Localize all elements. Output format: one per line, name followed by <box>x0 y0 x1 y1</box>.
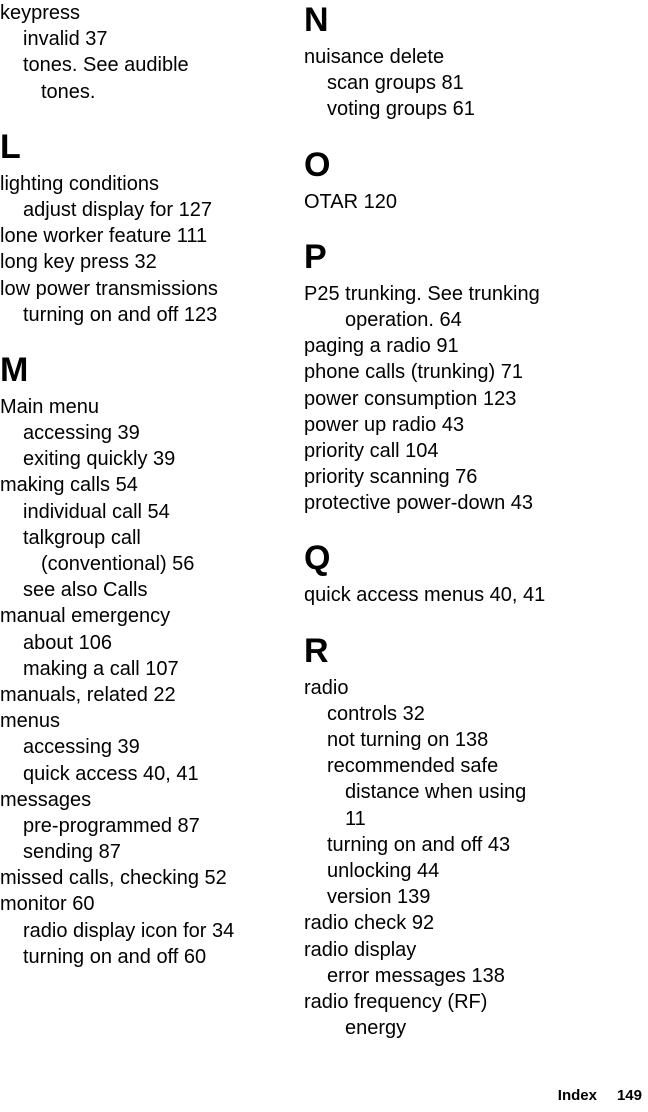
index-subentry: pre-programmed 87 <box>23 814 200 837</box>
index-subentry: voting groups 61 <box>327 98 475 121</box>
index-entry: P25 trunking. See trunking <box>304 282 540 305</box>
index-subentry: invalid 37 <box>23 28 108 51</box>
index-letter-heading: N <box>304 1 329 39</box>
index-entry: priority scanning 76 <box>304 466 478 489</box>
index-letter-heading: O <box>304 145 331 184</box>
index-subentry: radio display icon for 34 <box>23 919 235 942</box>
footer-section-label: Index <box>557 1087 597 1104</box>
index-subentry: scan groups 81 <box>327 72 464 95</box>
index-entry: lone worker feature 111 <box>0 225 208 248</box>
index-subentry: error messages 138 <box>327 964 505 987</box>
index-column-right <box>304 0 644 1041</box>
index-entry: keypress <box>0 2 81 24</box>
index-subentry: 11 <box>345 807 366 830</box>
index-entry: OTAR 120 <box>304 190 397 213</box>
index-entry: radio <box>304 676 349 699</box>
index-entry: protective power-down 43 <box>304 492 534 515</box>
index-subentry: quick access 40, 41 <box>23 762 199 785</box>
index-subentry: turning on and off 123 <box>23 303 218 326</box>
index-entry: Main menu <box>0 395 99 418</box>
index-entry: power up radio 43 <box>304 413 465 436</box>
index-entry: monitor 60 <box>0 893 95 916</box>
index-subentry: energy <box>345 1017 407 1040</box>
index-subentry: version 139 <box>327 886 431 909</box>
index-entry: messages <box>0 788 92 811</box>
index-subentry: distance when using <box>345 781 527 804</box>
index-subentry: accessing 39 <box>23 422 140 445</box>
page-number: 149 <box>616 1087 642 1104</box>
index-subentry: not turning on 138 <box>327 729 489 751</box>
index-entry: radio check 92 <box>304 912 435 935</box>
index-entry: manuals, related 22 <box>0 683 176 706</box>
index-entry: making calls 54 <box>0 474 138 497</box>
index-subentry: operation. 64 <box>345 308 462 331</box>
index-entry: nuisance delete <box>304 46 445 68</box>
index-entry: long key press 32 <box>0 251 157 274</box>
index-subentry: see also Calls <box>23 579 148 602</box>
index-subentry: accessing 39 <box>23 736 140 759</box>
index-letter-heading: R <box>304 631 329 670</box>
index-subentry: exiting quickly 39 <box>23 448 176 471</box>
index-entry: lighting conditions <box>0 172 159 195</box>
index-subentry: talkgroup call <box>23 526 141 549</box>
index-letter-heading: L <box>0 127 21 166</box>
index-subentry: unlocking 44 <box>327 859 440 882</box>
index-subentry: making a call 107 <box>23 657 179 680</box>
index-subentry: adjust display for 127 <box>23 198 213 221</box>
index-subentry: turning on and off 43 <box>327 833 511 856</box>
index-subentry: about 106 <box>23 631 112 654</box>
index-entry: radio display <box>304 938 417 961</box>
index-entry: priority call 104 <box>304 439 439 462</box>
index-entry: menus <box>0 710 61 733</box>
index-subentry: controls 32 <box>327 702 425 725</box>
index-entry: paging a radio 91 <box>304 335 459 358</box>
index-letter-heading: P <box>304 237 327 276</box>
index-letter-heading: M <box>0 350 29 389</box>
index-entry: power consumption 123 <box>304 387 517 410</box>
index-subentry: recommended safe <box>327 755 499 778</box>
page-footer <box>558 1086 642 1106</box>
index-entry: radio frequency (RF) <box>304 990 488 1013</box>
index-entry: quick access menus 40, 41 <box>304 584 546 607</box>
index-subentry: tones. <box>41 80 96 103</box>
index-entry: manual emergency <box>0 605 171 628</box>
index-entry: low power transmissions <box>0 277 218 300</box>
index-subentry: turning on and off 60 <box>23 945 207 968</box>
index-letter-heading: Q <box>304 539 331 578</box>
index-subentry: individual call 54 <box>23 500 170 523</box>
index-subentry: sending 87 <box>23 841 121 864</box>
index-subentry: (conventional) 56 <box>41 553 195 575</box>
index-entry: phone calls (trunking) 71 <box>304 361 524 384</box>
index-subentry: tones. See audible <box>23 54 189 77</box>
index-entry: missed calls, checking 52 <box>0 867 227 890</box>
index-column-left <box>0 0 285 970</box>
